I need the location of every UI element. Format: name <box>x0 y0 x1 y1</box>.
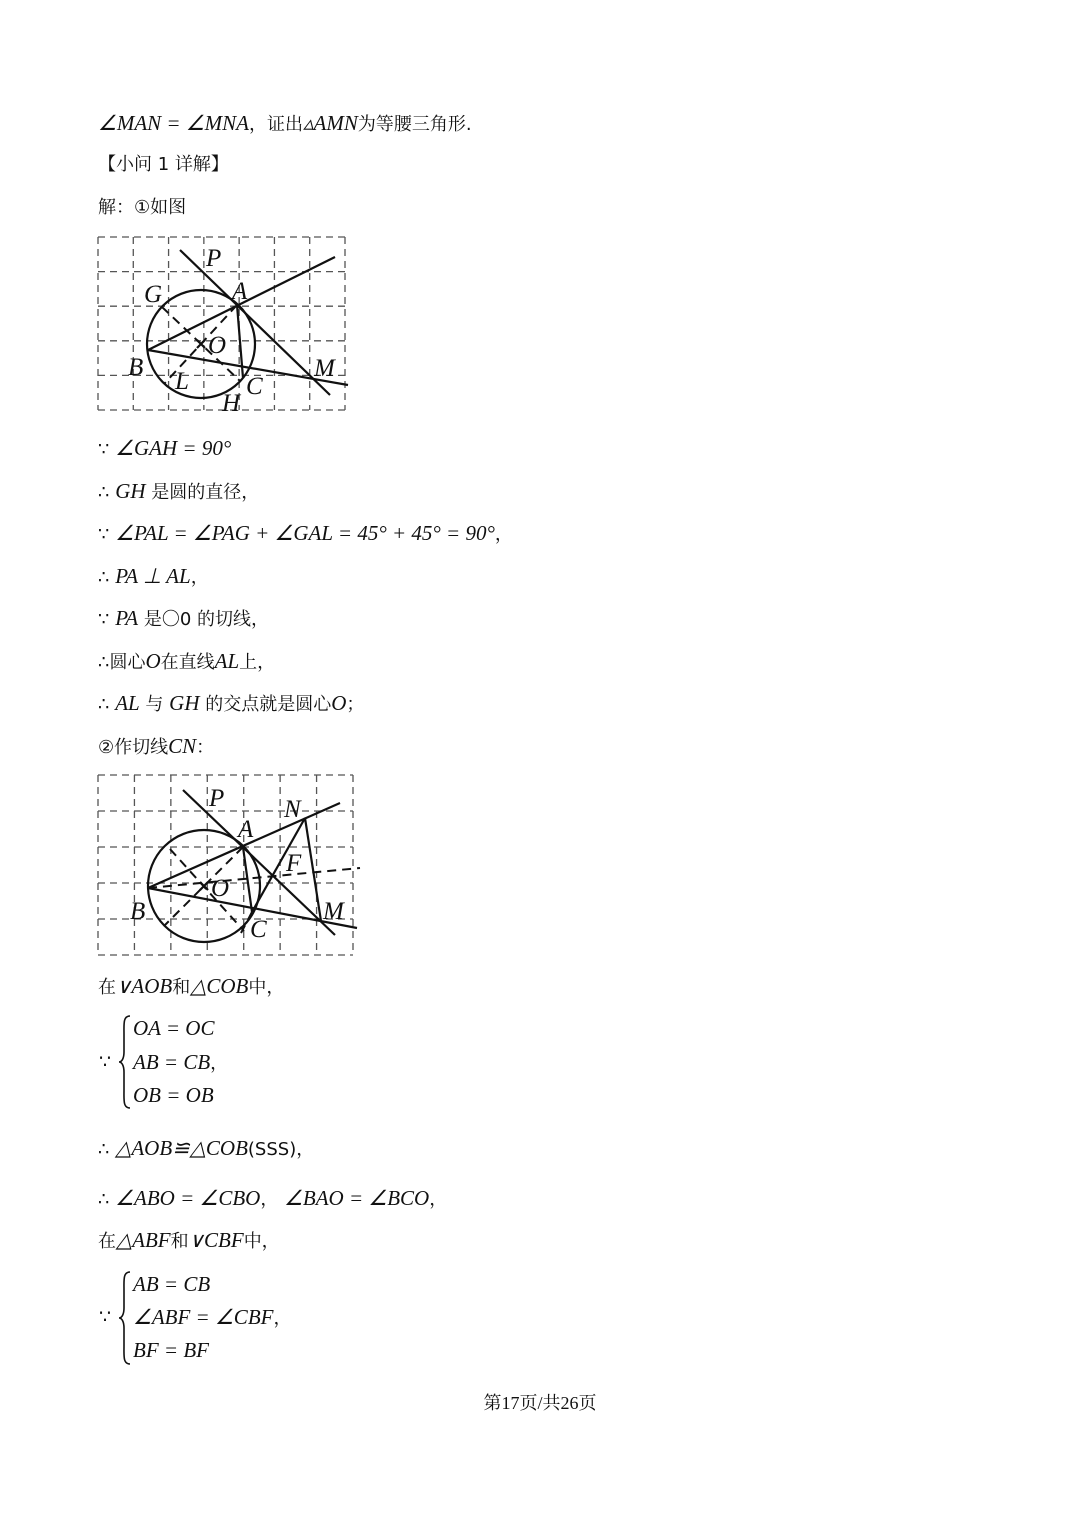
text-run: 与 <box>139 694 170 715</box>
step-11 <box>98 1184 447 1212</box>
text-run: 在直线 <box>160 652 215 673</box>
page-footer: 第17页/共26页 <box>483 1393 597 1413</box>
math-expression: ▵AMN <box>302 111 358 135</box>
math-expression: ∠ABF = ∠CBF <box>133 1305 274 1329</box>
solution-start <box>98 194 186 222</box>
math-expression: △COB <box>190 974 249 998</box>
text-run: 是圆的直径， <box>145 482 260 503</box>
label-p: P <box>209 785 225 812</box>
system-row <box>133 1303 291 1331</box>
system-row <box>133 1014 214 1042</box>
math-expression: △AOB≌△COB <box>115 1136 248 1160</box>
math-expression: PA ⊥ AL <box>115 564 191 588</box>
text-run: ∴ <box>98 567 116 588</box>
text-run: ∵ <box>98 439 116 460</box>
math-expression: O <box>145 649 161 673</box>
math-expression: ∠GAH = 90° <box>115 436 232 460</box>
label-b: B <box>128 354 144 381</box>
step-2 <box>98 477 259 505</box>
text-run: ， <box>190 567 209 588</box>
step-4 <box>98 562 209 590</box>
dashed-line-bf <box>148 868 360 888</box>
part1-heading <box>98 151 229 179</box>
grid <box>98 775 353 955</box>
label-h: H <box>222 390 241 417</box>
label-o: O <box>208 332 227 359</box>
grid <box>98 237 345 410</box>
step-8 <box>98 732 214 760</box>
text-run: ∴ <box>98 482 116 503</box>
text-run: 上， <box>239 652 276 673</box>
step-5 <box>98 604 269 632</box>
text-run: ， <box>429 1189 448 1210</box>
math-expression: AB = CB <box>133 1050 211 1074</box>
step-9 <box>98 972 284 1000</box>
text-run: (SSS)， <box>247 1139 315 1160</box>
step-10 <box>98 1134 314 1162</box>
system-row <box>133 1081 214 1109</box>
math-expression: ∠PAL = ∠PAG + ∠GAL = 45° + 45° = 90° <box>115 521 495 545</box>
label-a: A <box>238 816 254 843</box>
text-run: ②作切线 <box>98 737 169 758</box>
text-run: ∴ <box>98 694 116 715</box>
math-expression: ∨AOB <box>116 974 173 998</box>
label-a: A <box>232 278 248 305</box>
text-run: 中， <box>248 977 285 998</box>
math-expression: BF = BF <box>133 1338 209 1362</box>
math-expression: AL <box>214 649 240 673</box>
math-expression: GH <box>169 691 200 715</box>
text-run: 在 <box>98 977 116 998</box>
label-o: O <box>211 875 230 902</box>
text-run: ； <box>346 694 365 715</box>
text-run: ，证出 <box>248 114 303 135</box>
system-row <box>133 1270 210 1298</box>
left-brace <box>118 1270 132 1366</box>
math-expression: GH <box>115 479 146 503</box>
step-6 <box>98 647 275 675</box>
math-expression: ∠MAN = ∠MNA <box>98 111 249 135</box>
step-3 <box>98 519 513 547</box>
text-run: ∵ <box>98 524 116 545</box>
math-expression: OA = OC <box>133 1016 215 1040</box>
text-run: ， <box>210 1053 229 1074</box>
math-expression: △ABF <box>116 1228 171 1252</box>
label-m: M <box>323 898 344 925</box>
figure-2 <box>98 775 364 957</box>
step-7 <box>98 689 364 717</box>
text-run: 和 <box>170 1231 189 1252</box>
text-run: 是〇0 的切线， <box>138 609 270 630</box>
text-run: 在 <box>98 1231 116 1252</box>
label-n: N <box>284 796 301 823</box>
text-run: ， <box>494 524 513 545</box>
math-expression: AB = CB <box>133 1272 211 1296</box>
label-c: C <box>246 373 263 400</box>
system-row <box>133 1336 209 1364</box>
step-1 <box>98 434 231 462</box>
because-symbol: ∵ <box>99 1051 112 1073</box>
math-expression: CN <box>168 734 197 758</box>
system-row <box>133 1048 228 1076</box>
left-brace <box>118 1014 132 1110</box>
label-b: B <box>130 898 146 925</box>
label-f: F <box>286 850 302 877</box>
text-run: 和 <box>172 977 191 998</box>
text-run: ∴ <box>98 1189 116 1210</box>
intro-line <box>98 109 472 137</box>
text-run: ∵ <box>98 609 116 630</box>
text-run: 【小问 1 详解】 <box>98 154 229 175</box>
math-expression: ∨CBF <box>188 1228 244 1252</box>
text-run: ， <box>260 1189 285 1210</box>
because-symbol: ∵ <box>99 1306 112 1328</box>
math-expression: PA <box>115 606 139 630</box>
math-expression: OB = OB <box>133 1083 214 1107</box>
line-nm <box>305 818 321 921</box>
text-run: ∴圆心 <box>98 652 146 673</box>
math-expression: ∠BAO = ∠BCO <box>284 1186 430 1210</box>
text-run: ： <box>196 737 215 758</box>
label-l: L <box>175 368 189 395</box>
step-12 <box>98 1226 280 1254</box>
text-run: 解：①如图 <box>98 197 187 218</box>
text-run: 中， <box>243 1231 280 1252</box>
label-c: C <box>250 916 267 943</box>
label-g: G <box>144 281 163 308</box>
label-p: P <box>206 245 222 272</box>
text-run: ， <box>273 1308 292 1329</box>
label-m: M <box>314 355 335 382</box>
figure-1 <box>98 237 354 417</box>
math-expression: ∠ABO = ∠CBO <box>115 1186 261 1210</box>
text-run: ∴ <box>98 1139 116 1160</box>
text-run: 为等腰三角形. <box>357 114 472 135</box>
math-expression: AL <box>115 691 140 715</box>
math-expression: O <box>331 691 347 715</box>
text-run: 的交点就是圆心 <box>199 694 332 715</box>
